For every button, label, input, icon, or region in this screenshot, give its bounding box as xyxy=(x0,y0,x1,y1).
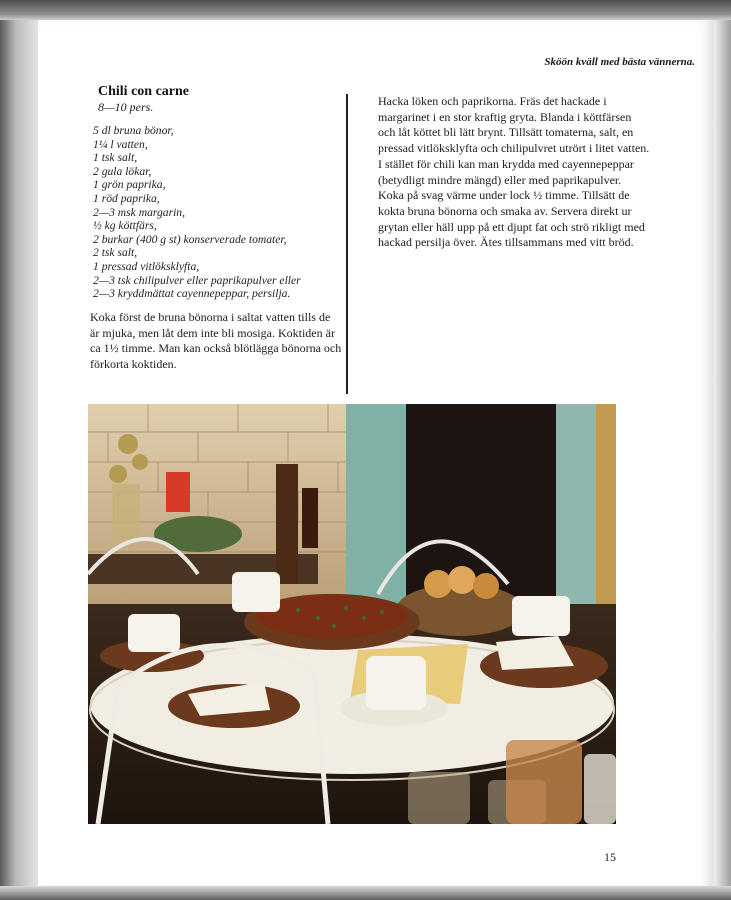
page-number: 15 xyxy=(604,850,616,864)
ingredient-item: 2 burkar (400 g st) konserverade tomater, xyxy=(93,232,287,246)
ingredient-item: 1 grön paprika, xyxy=(93,178,166,192)
ingredient-item: 1 tsk salt, xyxy=(93,151,138,165)
recipe-method-paragraph: Hacka löken och paprikorna. Fräs det hackade i margarinet i en stor kraftig gryta. Blanda i köttfärsen och låt köttet bli lätt brynt. Tillsätt tomaterna, salt, en pressad vitlöksklyfta och chilipulvret utrört i litet vatten. I stället för chili kan man krydda med cayennepeppar (betydligt mindre mängd) eller med paprikapulver. Koka på svag värme under lock ½ timme. Tillsätt de kokta bruna bönorna och smaka av. Servera direkt ur grytan eller häll upp på ett djupt fat och strö rikligt med hackad persilja över. Ätes tillsammans med vitt bröd. xyxy=(378,94,650,250)
ingredient-list xyxy=(93,124,301,301)
column-divider xyxy=(346,94,348,394)
ingredient-item: 2 gula lökar, xyxy=(93,164,152,178)
ingredient-item: 1 pressad vitlöksklyfta, xyxy=(93,259,200,273)
ingredient-item: 2—3 kryddmättat cayennepeppar, persilja. xyxy=(93,287,291,301)
recipe-title: Chili con carne xyxy=(98,84,189,99)
book-spine-shadow xyxy=(0,0,38,900)
ingredient-item: 2—3 msk margarin, xyxy=(93,205,186,219)
running-header: Sköön kväll med bästa vännerna. xyxy=(544,56,695,68)
recipe-intro-paragraph: Koka först de bruna bönorna i saltat vatten tills de är mjuka, men låt dem inte bli mosiga. Koktiden är ca 1½ timme. Man kan också blötlägga bönorna och förkorta koktiden. xyxy=(90,310,342,371)
dinner-table-photo xyxy=(88,404,616,824)
page-right-edge xyxy=(714,0,731,900)
ingredient-item: 2—3 tsk chilipulver eller paprikapulver eller xyxy=(93,273,301,287)
servings: 8—10 pers. xyxy=(98,100,154,114)
ingredient-item: 1¼ l vatten, xyxy=(93,137,148,151)
dinner-table-illustration xyxy=(88,404,616,824)
ingredient-item: ½ kg köttfärs, xyxy=(93,219,157,233)
ingredient-item: 2 tsk salt, xyxy=(93,246,138,260)
scan-top-border xyxy=(0,0,731,20)
scan-bottom-border xyxy=(0,886,731,900)
ingredient-item: 1 röd paprika, xyxy=(93,191,160,205)
ingredient-item: 5 dl bruna bönor, xyxy=(93,124,174,137)
